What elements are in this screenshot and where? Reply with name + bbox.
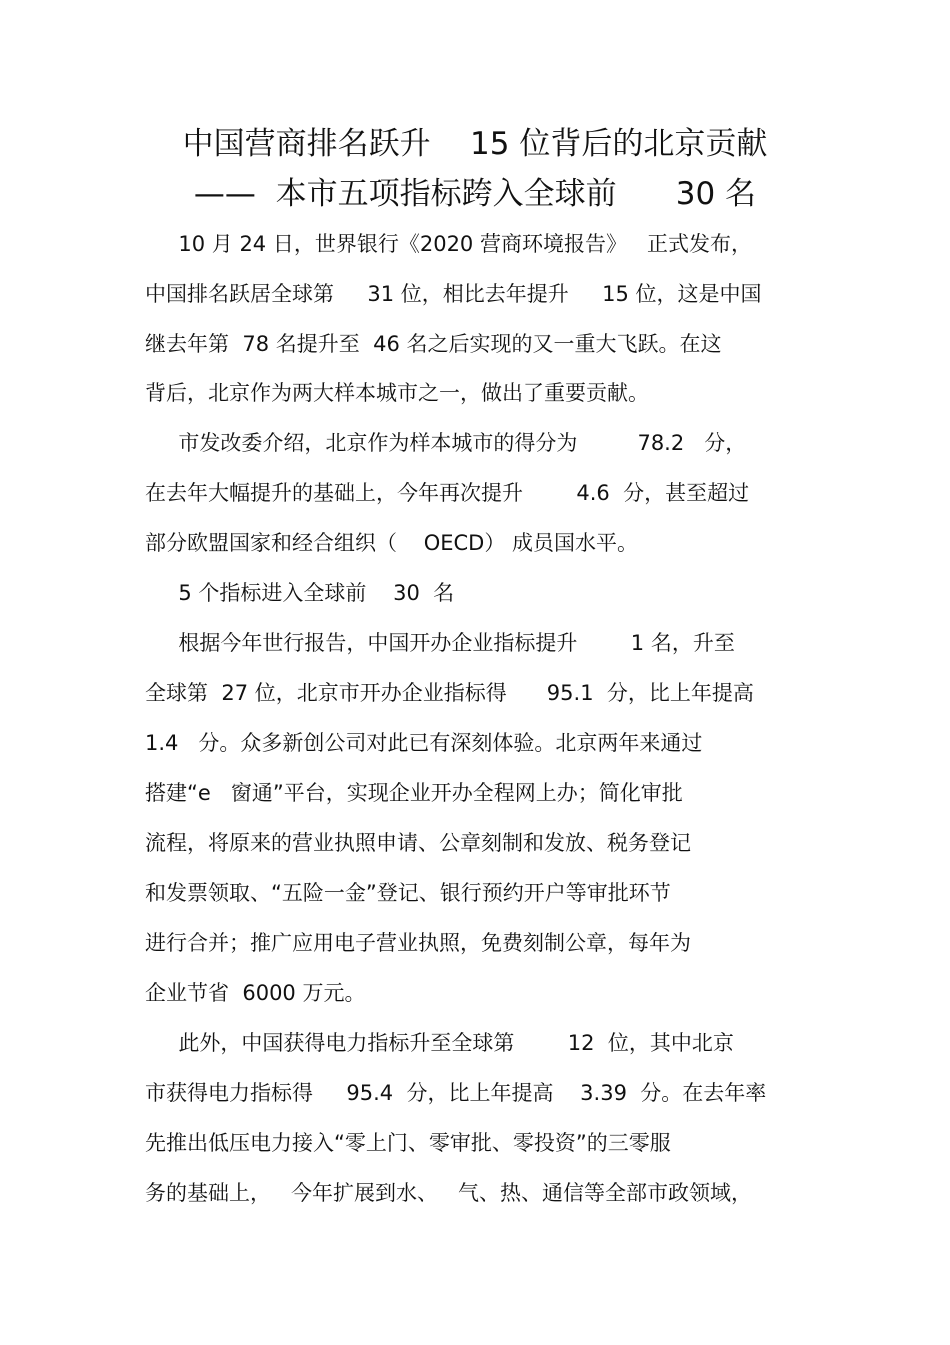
body-line: 部分欧盟国家和经合组织（ OECD） 成员国水平。: [145, 531, 639, 555]
body-line: 先推出低压电力接入“零上门、零审批、零投资”的三零服: [145, 1131, 671, 1155]
article-subtitle: —— 本市五项指标跨入全球前 30 名: [193, 176, 757, 212]
section-heading: 5 个指标进入全球前 30 名: [145, 581, 455, 605]
body-line: 根据今年世行报告，中国开办企业指标提升 1 名，升至: [145, 631, 735, 655]
body-line: 企业节省 6000 万元。: [145, 981, 366, 1005]
article-title: 中国营商排名跃升 15 位背后的北京贡献: [182, 126, 768, 162]
body-line: 市发改委介绍，北京作为样本城市的得分为 78.2 分，: [145, 431, 747, 455]
body-line: 市获得电力指标得 95.4 分，比上年提高 3.39 分。在去年率: [145, 1081, 767, 1105]
body-line: 流程，将原来的营业执照申请、公章刻制和发放、税务登记: [145, 831, 691, 855]
body-line: 搭建“e 窗通”平台，实现企业开办全程网上办；简化审批: [145, 781, 683, 805]
body-line: 背后，北京作为两大样本城市之一，做出了重要贡献。: [145, 381, 649, 405]
body-line: 1.4 分。众多新创公司对此已有深刻体验。北京两年来通过: [145, 731, 703, 755]
body-line: 全球第 27 位，北京市开办企业指标得 95.1 分，比上年提高: [145, 681, 754, 705]
body-line: 在去年大幅提升的基础上，今年再次提升 4.6 分，甚至超过: [145, 481, 750, 505]
body-line: 和发票领取、“五险一金”登记、银行预约开户等审批环节: [145, 881, 671, 905]
body-line: 继去年第 78 名提升至 46 名之后实现的又一重大飞跃。在这: [145, 332, 722, 356]
body-line: 10 月 24 日，世界银行《2020 营商环境报告》 正式发布，: [145, 232, 752, 256]
body-line: 此外，中国获得电力指标升至全球第 12 位，其中北京: [145, 1031, 734, 1055]
body-line: 中国排名跃居全球第 31 位，相比去年提升 15 位，这是中国: [145, 282, 762, 306]
body-line: 进行合并；推广应用电子营业执照，免费刻制公章，每年为: [145, 931, 691, 955]
body-line: 务的基础上， 今年扩展到水、 气、热、通信等全部市政领域，: [145, 1181, 753, 1205]
